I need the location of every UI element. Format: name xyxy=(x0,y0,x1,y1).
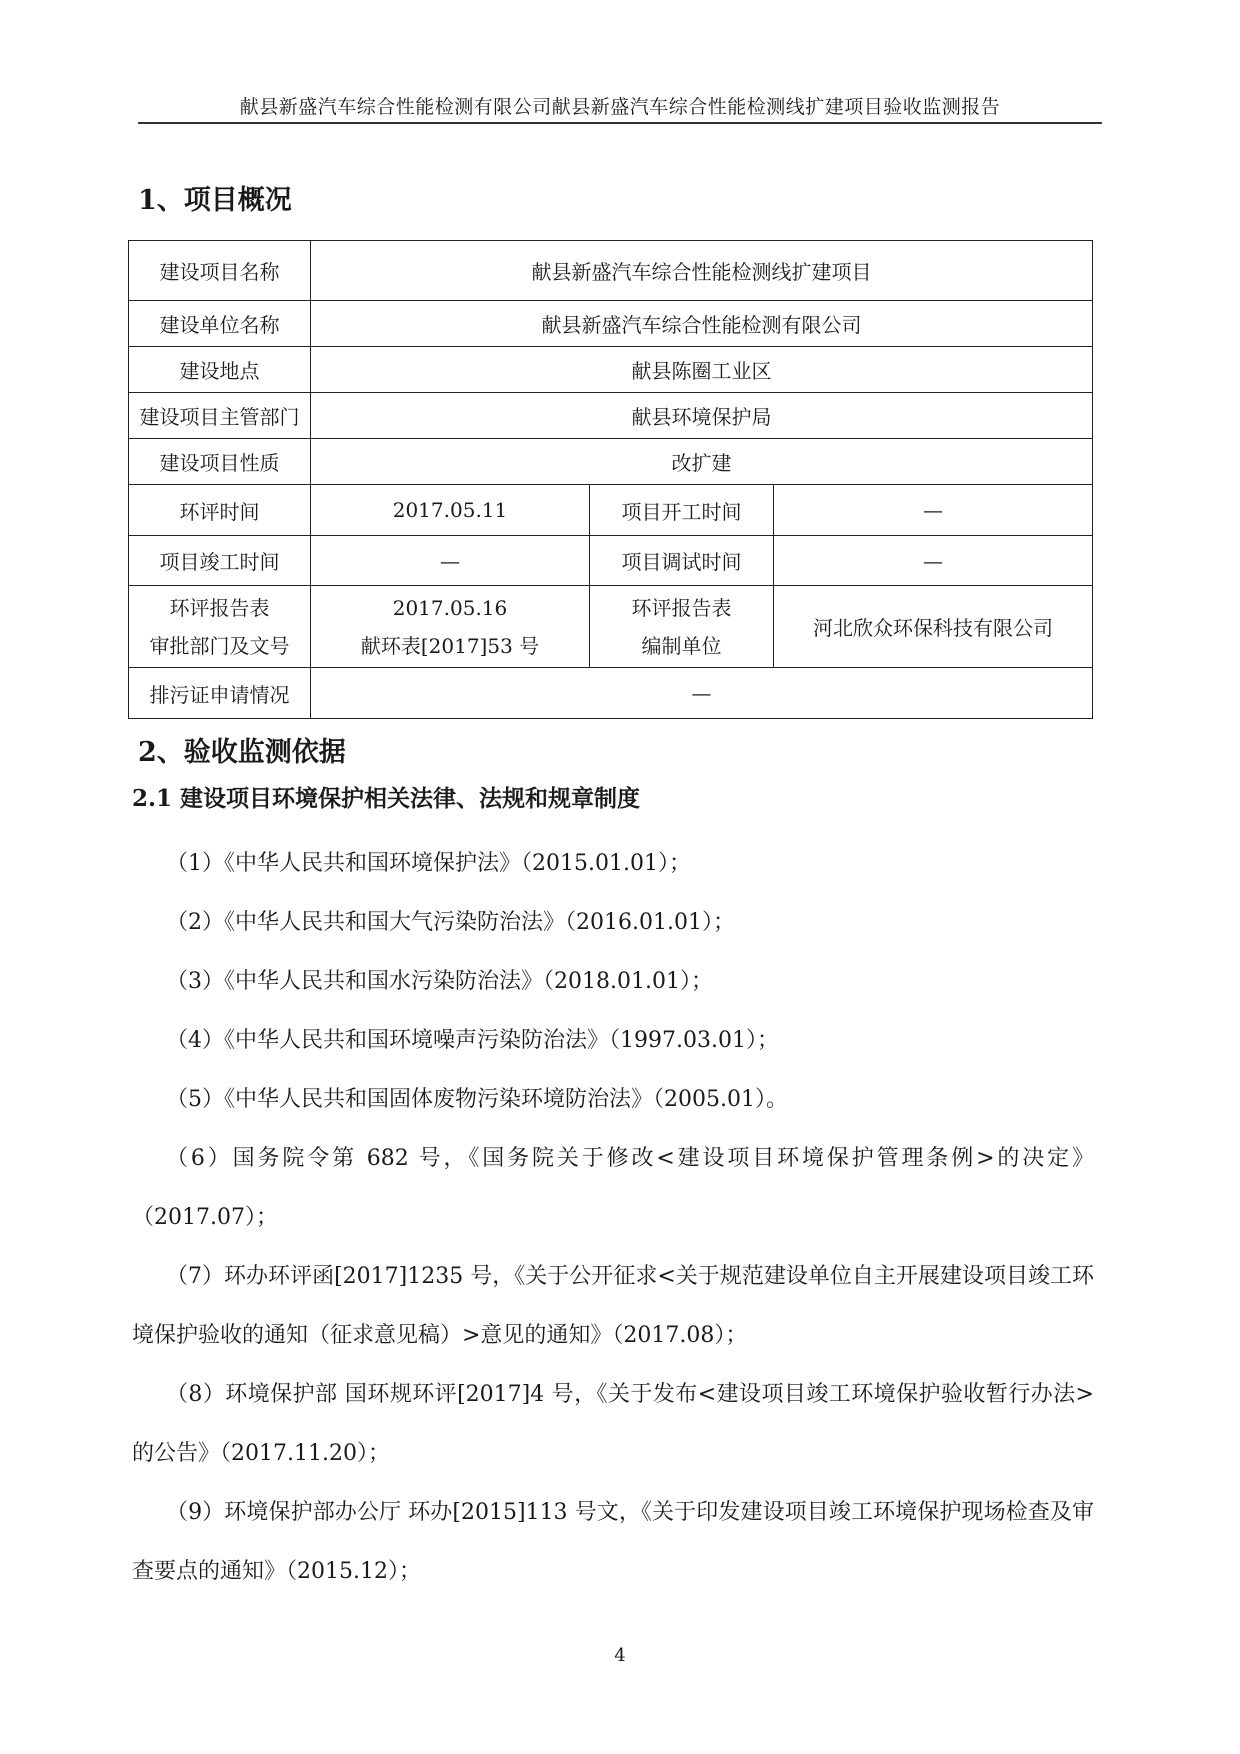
list-item xyxy=(132,1011,1094,1070)
table-row xyxy=(129,586,1093,668)
list-item-text: （2）《中华人民共和国大气污染防治法》（2016.01.01）； xyxy=(166,910,735,935)
list-item-text: （1）《中华人民共和国环境保护法》（2015.01.01）； xyxy=(166,851,691,876)
table-row xyxy=(129,439,1093,485)
start-time-label: 项目开工时间 xyxy=(589,485,773,536)
list-item-text: （6）国务院令第 682 号，《国务院关于修改<建设项目环境保护管理条例>的决定》（2017.07）； xyxy=(132,1146,1094,1230)
location-value: 献县陈圈工业区 xyxy=(311,347,1093,393)
running-header: 献县新盛汽车综合性能检测有限公司献县新盛汽车综合性能检测线扩建项目验收监测报告 xyxy=(239,96,1001,118)
list-item-text: （9）环境保护部办公厅 环办[2015]113 号文，《关于印发建设项目竣工环境保护现场检查及审查要点的通知》（2015.12）； xyxy=(132,1500,1094,1584)
table-row xyxy=(129,241,1093,301)
approval-date: 2017.05.16 xyxy=(392,595,508,620)
list-item xyxy=(132,893,1094,952)
list-item-text: （7）环办环评函[2017]1235 号，《关于公开征求<关于规范建设单位自主开展建设项目竣工环境保护验收的通知（征求意见稿）>意见的通知》（2017.08）； xyxy=(132,1264,1094,1348)
authority-value: 献县环境保护局 xyxy=(311,393,1093,439)
table-row xyxy=(129,301,1093,347)
completion-time-label: 项目竣工时间 xyxy=(129,536,311,586)
compiler-label-line-1: 环评报告表 xyxy=(631,595,732,620)
completion-time-value: — xyxy=(311,536,590,586)
debug-time-value: — xyxy=(774,536,1093,586)
approval-value xyxy=(311,586,590,668)
header-rule xyxy=(138,122,1102,124)
project-name-value: 献县新盛汽车综合性能检测线扩建项目 xyxy=(311,241,1093,301)
permit-label: 排污证申请情况 xyxy=(129,668,311,719)
list-item-text: （4）《中华人民共和国环境噪声污染防治法》（1997.03.01）； xyxy=(166,1028,779,1053)
list-item xyxy=(132,1129,1094,1247)
list-item xyxy=(132,952,1094,1011)
list-item xyxy=(132,1483,1094,1601)
list-item-text: （5）《中华人民共和国固体废物污染环境防治法》（2005.01）。 xyxy=(166,1087,788,1112)
authority-label: 建设项目主管部门 xyxy=(129,393,311,439)
section-1-title: 1、项目概况 xyxy=(138,185,292,216)
list-item-text: （8）环境保护部 国环规环评[2017]4 号，《关于发布<建设项目竣工环境保护验收暂行办法>的公告》（2017.11.20）； xyxy=(132,1382,1094,1466)
table-row xyxy=(129,668,1093,719)
list-item xyxy=(132,1070,1094,1129)
approval-label xyxy=(129,586,311,668)
approval-label-line-2: 审批部门及文号 xyxy=(149,633,290,658)
table-row xyxy=(129,347,1093,393)
list-item xyxy=(132,1365,1094,1483)
approval-label-line-1: 环评报告表 xyxy=(169,595,270,620)
unit-name-value: 献县新盛汽车综合性能检测有限公司 xyxy=(311,301,1093,347)
list-item xyxy=(132,834,1094,893)
debug-time-label: 项目调试时间 xyxy=(589,536,773,586)
project-name-label: 建设项目名称 xyxy=(129,241,311,301)
list-item xyxy=(132,1247,1094,1365)
unit-name-label: 建设单位名称 xyxy=(129,301,311,347)
eia-time-value: 2017.05.11 xyxy=(311,485,590,536)
project-overview-table xyxy=(128,240,1093,719)
table-row xyxy=(129,485,1093,536)
nature-value: 改扩建 xyxy=(311,439,1093,485)
page-number: 4 xyxy=(614,1645,626,1666)
eia-time-label: 环评时间 xyxy=(129,485,311,536)
compiler-label-line-2: 编制单位 xyxy=(641,633,722,658)
table-row xyxy=(129,393,1093,439)
regulation-list xyxy=(132,834,1094,1601)
permit-value: — xyxy=(311,668,1093,719)
compiler-value: 河北欣众环保科技有限公司 xyxy=(774,586,1093,668)
nature-label: 建设项目性质 xyxy=(129,439,311,485)
section-2-title: 2、验收监测依据 xyxy=(138,737,346,768)
list-item-text: （3）《中华人民共和国水污染防治法》（2018.01.01）； xyxy=(166,969,713,994)
compiler-label xyxy=(589,586,773,668)
table-row xyxy=(129,536,1093,586)
location-label: 建设地点 xyxy=(129,347,311,393)
start-time-value: — xyxy=(774,485,1093,536)
approval-document-number: 献环表[2017]53 号 xyxy=(360,633,540,658)
subsection-2-1-title: 2.1 建设项目环境保护相关法律、法规和规章制度 xyxy=(132,785,641,812)
